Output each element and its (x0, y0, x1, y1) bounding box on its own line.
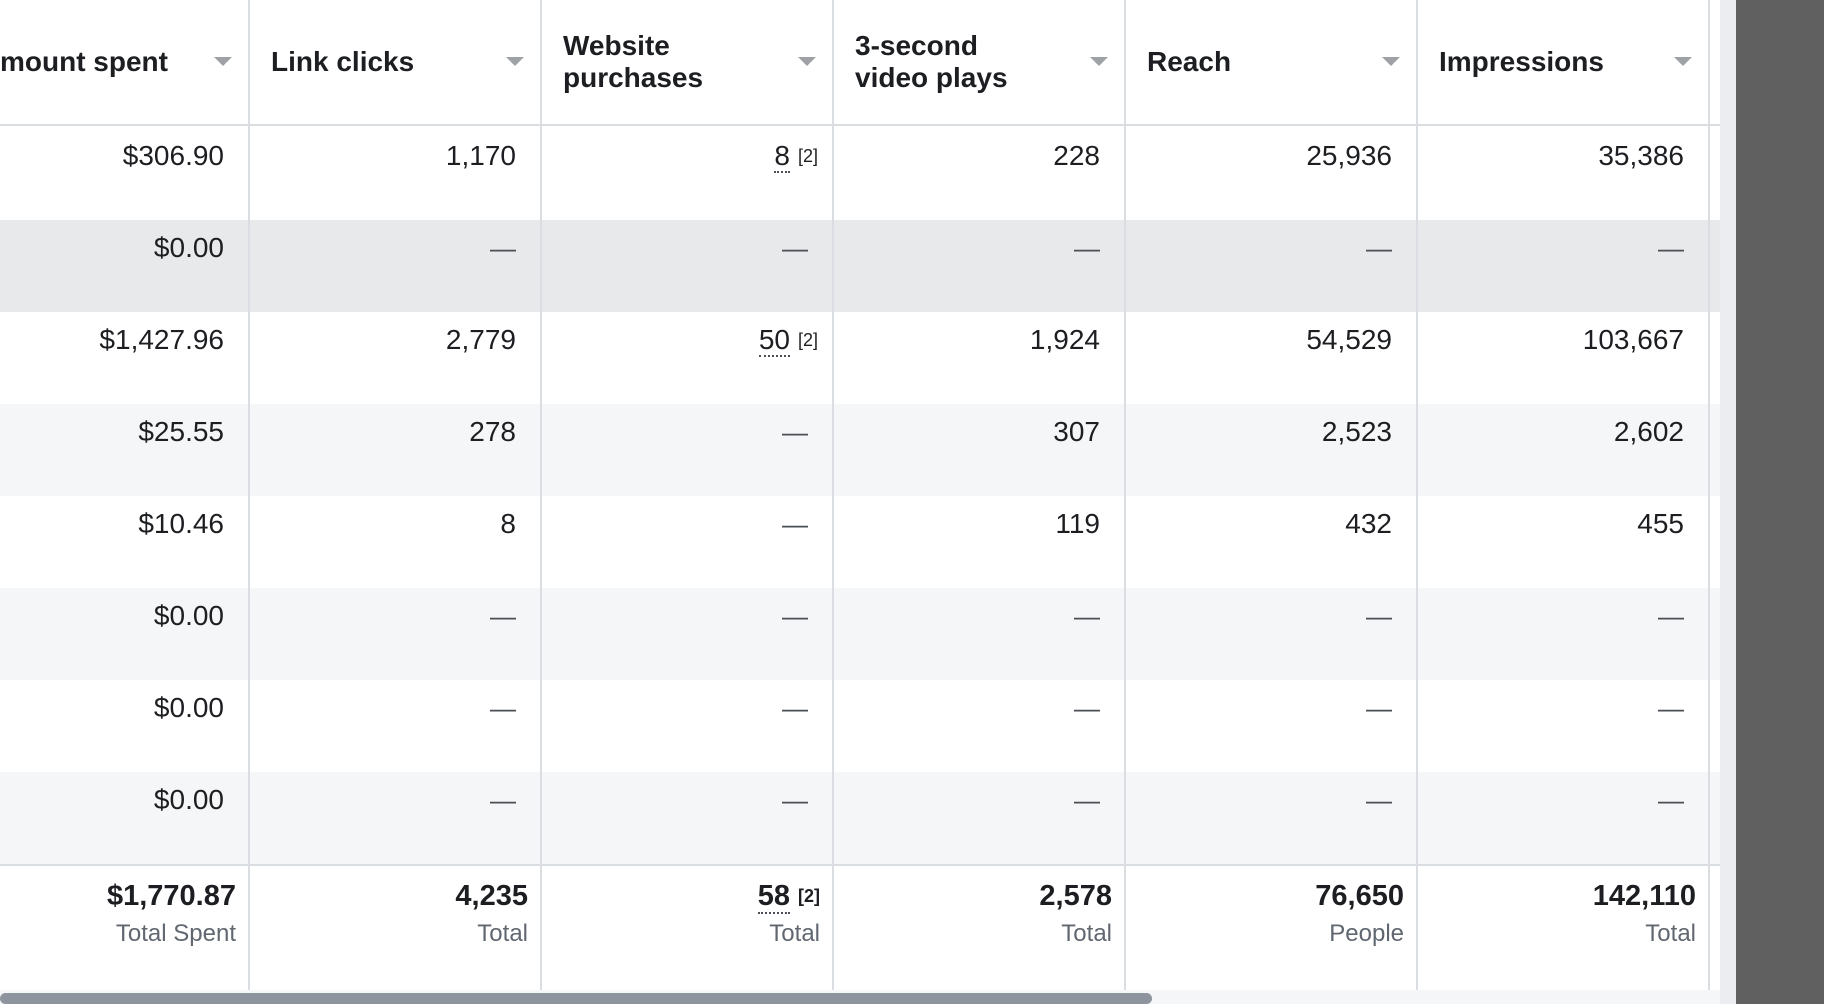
empty-value: — (490, 785, 516, 815)
table-cell (0, 496, 224, 588)
empty-value: — (782, 233, 808, 263)
empty-value: — (782, 509, 808, 539)
cell-value: 2,779 (445, 324, 516, 355)
table-row[interactable] (0, 312, 1720, 404)
table-cell (542, 404, 808, 496)
table-cell (834, 128, 1100, 220)
table-cell (1126, 128, 1392, 220)
column-header-label: 3-second video plays (855, 30, 1008, 93)
table-cell (1126, 220, 1392, 312)
table-header (0, 0, 1720, 126)
table-cell (1418, 588, 1684, 680)
empty-value: — (782, 601, 808, 631)
total-value[interactable] (542, 880, 820, 912)
cell-value: $0.00 (153, 232, 224, 263)
table-row[interactable] (0, 588, 1720, 680)
table-cell (0, 772, 224, 864)
column-header-amount-spent[interactable] (0, 0, 248, 124)
column-header-link-clicks[interactable] (250, 0, 540, 124)
table-row[interactable] (0, 772, 1720, 864)
cell-value: 2,602 (1613, 416, 1684, 447)
table-cell (542, 312, 818, 404)
total-label: Total Spent (115, 920, 236, 947)
empty-value: — (1366, 601, 1392, 631)
cell-value: $0.00 (153, 784, 224, 815)
cell-value: $306.90 (122, 140, 224, 171)
cell-value: 2,523 (1321, 416, 1392, 447)
table-cell (1126, 680, 1392, 772)
table-cell (0, 220, 224, 312)
cell-value: $0.00 (153, 692, 224, 723)
table-cell (834, 312, 1100, 404)
empty-value: — (782, 693, 808, 723)
column-divider[interactable] (832, 0, 834, 990)
cell-value: 278 (469, 416, 516, 447)
table-cell (1418, 128, 1684, 220)
table-cell (542, 496, 808, 588)
table-cell (250, 404, 516, 496)
empty-value: — (490, 693, 516, 723)
column-header-impressions[interactable] (1418, 0, 1708, 124)
empty-value: — (1658, 601, 1684, 631)
total-value: 76,650 (1315, 880, 1404, 912)
column-header-website-purchases[interactable] (542, 0, 832, 124)
cell-value: 228 (1053, 140, 1100, 171)
table-cell (1418, 772, 1684, 864)
cell-value: $1,427.96 (99, 324, 224, 355)
empty-value: — (1366, 693, 1392, 723)
cell-value: 432 (1345, 508, 1392, 539)
total-reach (1126, 880, 1404, 948)
column-header-label: Website purchases (563, 30, 704, 93)
table-cell (0, 312, 224, 404)
table-cell (1126, 772, 1392, 864)
total-amount-spent (0, 880, 236, 948)
table-row[interactable] (0, 404, 1720, 496)
total-label: Total (477, 920, 528, 947)
horizontal-scrollbar-thumb[interactable] (0, 993, 1152, 1004)
total-label: Total (769, 920, 820, 947)
sort-caret-icon[interactable] (1090, 57, 1108, 66)
table-cell (250, 772, 516, 864)
empty-value: — (490, 601, 516, 631)
empty-value: — (1074, 693, 1100, 723)
cell-value: 103,667 (1582, 324, 1684, 355)
column-header-3-second-video-plays[interactable] (834, 0, 1124, 124)
empty-value: — (1658, 233, 1684, 263)
total-value: 142,110 (1592, 880, 1696, 912)
sort-caret-icon[interactable] (214, 57, 232, 66)
empty-value: — (1366, 785, 1392, 815)
cell-value: 8 (500, 508, 516, 539)
table-cell (834, 496, 1100, 588)
sort-caret-icon[interactable] (798, 57, 816, 66)
empty-value: — (782, 785, 808, 815)
sort-caret-icon[interactable] (506, 57, 524, 66)
footnote-marker: [2] (797, 146, 818, 166)
side-panel-backdrop (1736, 0, 1824, 1004)
empty-value: — (1074, 785, 1100, 815)
empty-value: — (1658, 785, 1684, 815)
column-header-label: Link clicks (271, 46, 415, 77)
total-label: People (1329, 920, 1404, 947)
purchases-link[interactable]: 8 (774, 140, 790, 171)
table-row[interactable] (0, 220, 1720, 312)
table-cell (0, 680, 224, 772)
empty-value: — (1074, 601, 1100, 631)
table-cell (1418, 312, 1684, 404)
totals-row (0, 864, 1720, 990)
total-value: $1,770.87 (106, 880, 236, 912)
total-value: 2,578 (1039, 880, 1112, 912)
total-website-purchases (542, 880, 820, 948)
table-cell (250, 588, 516, 680)
total-purchases-link[interactable]: 58 (757, 880, 790, 912)
table-cell (542, 128, 818, 220)
table-cell (542, 680, 808, 772)
cell-value: 1,170 (445, 140, 516, 171)
cell-value: 119 (1055, 508, 1100, 539)
column-header-label: mount spent (0, 46, 168, 77)
table-cell (1126, 312, 1392, 404)
table-cell (834, 772, 1100, 864)
table-cell (0, 404, 224, 496)
table-cell (542, 588, 808, 680)
empty-value: — (1074, 233, 1100, 263)
column-header-reach[interactable] (1126, 0, 1416, 124)
table-cell (250, 128, 516, 220)
column-header-label: Impressions (1439, 46, 1604, 77)
cell-value: $25.55 (138, 416, 224, 447)
cell-value: 1,924 (1029, 324, 1100, 355)
table-cell (250, 312, 516, 404)
table-cell (1418, 680, 1684, 772)
column-divider[interactable] (540, 0, 542, 990)
table-cell (1418, 496, 1684, 588)
cell-value: $10.46 (138, 508, 224, 539)
total-label: Total (1061, 920, 1112, 947)
table-cell (1126, 496, 1392, 588)
footnote-marker: [2] (798, 886, 820, 906)
table-cell (1418, 404, 1684, 496)
table-cell (834, 588, 1100, 680)
table-cell (250, 496, 516, 588)
cell-value: 25,936 (1306, 140, 1392, 171)
cell-value: $0.00 (153, 600, 224, 631)
table-cell (834, 220, 1100, 312)
total-impressions (1418, 880, 1696, 948)
table-row[interactable] (0, 496, 1720, 588)
table-cell (542, 772, 808, 864)
total-video-plays (834, 880, 1112, 948)
table-cell (1126, 588, 1392, 680)
purchases-link[interactable]: 50 (758, 324, 790, 355)
table-edge (1720, 0, 1736, 1004)
table-cell (1418, 220, 1684, 312)
table-cell (250, 220, 516, 312)
table-cell (1126, 404, 1392, 496)
cell-value: 54,529 (1306, 324, 1392, 355)
total-label: Total (1645, 920, 1696, 947)
empty-value: — (490, 233, 516, 263)
cell-value: 455 (1637, 508, 1684, 539)
table-cell (542, 220, 808, 312)
column-divider[interactable] (1124, 0, 1126, 990)
empty-value: — (1366, 233, 1392, 263)
cell-value: 307 (1053, 416, 1100, 447)
footnote-marker: [2] (797, 330, 818, 350)
table-cell (250, 680, 516, 772)
total-value: 4,235 (455, 880, 528, 912)
cell-value: 35,386 (1598, 140, 1684, 171)
table-row[interactable] (0, 128, 1720, 220)
column-divider[interactable] (248, 0, 250, 990)
table-cell (834, 404, 1100, 496)
table-cell (834, 680, 1100, 772)
sort-caret-icon[interactable] (1382, 57, 1400, 66)
empty-value: — (782, 417, 808, 447)
table-row[interactable] (0, 680, 1720, 772)
table-cell (0, 128, 224, 220)
table-cell (0, 588, 224, 680)
column-divider[interactable] (1708, 0, 1710, 990)
column-divider[interactable] (1416, 0, 1418, 990)
column-header-label: Reach (1147, 46, 1232, 77)
empty-value: — (1658, 693, 1684, 723)
total-link-clicks (250, 880, 528, 948)
sort-caret-icon[interactable] (1674, 57, 1692, 66)
